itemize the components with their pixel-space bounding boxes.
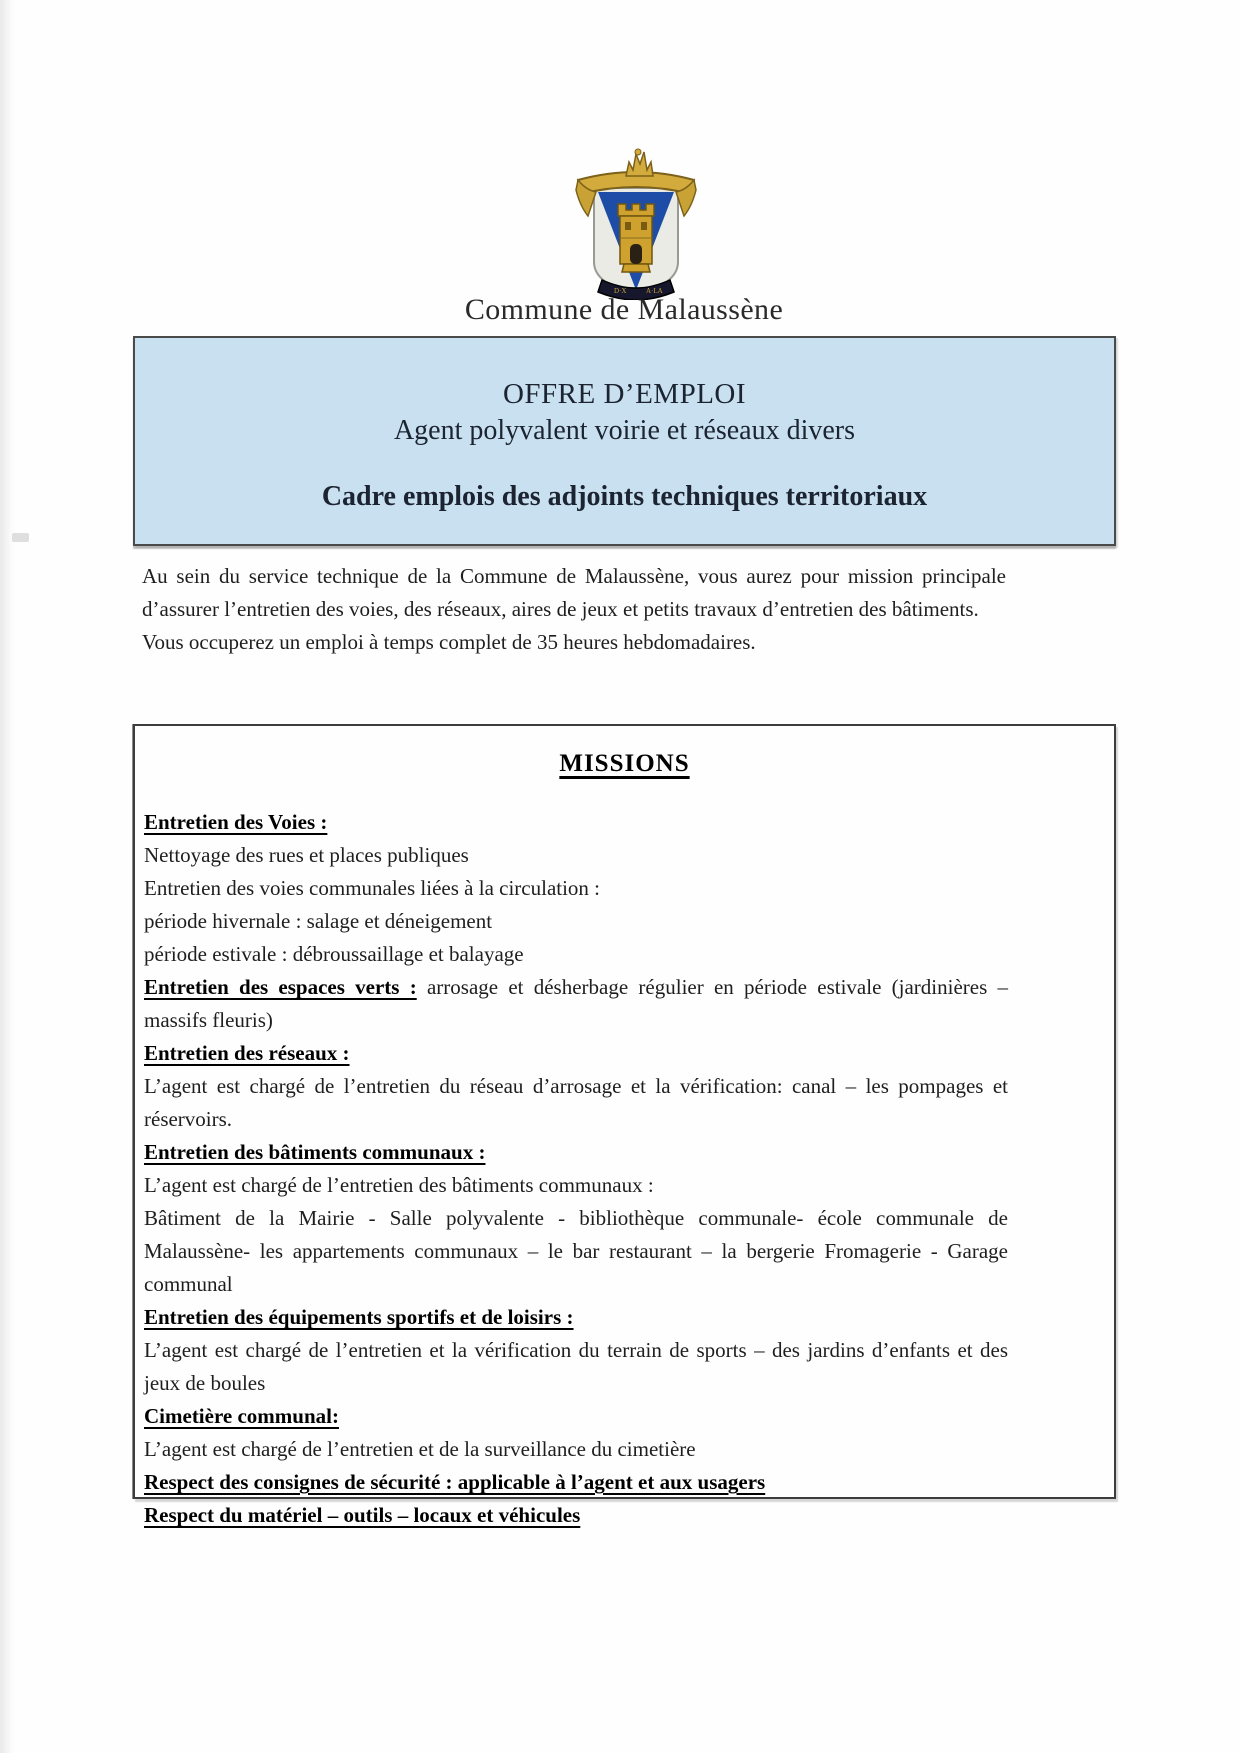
mission-heading-equipements-sportifs: Entretien des équipements sportifs et de loisirs : bbox=[144, 1305, 574, 1329]
mission-line: Bâtiment de la Mairie - Salle polyvalente - bibliothèque communale- école communale de Malaussène- les appartements communaux – le bar restaurant – la bergerie Fromagerie - Garage communal bbox=[144, 1206, 1008, 1296]
intro-section bbox=[142, 560, 1006, 659]
mission-line: L’agent est chargé de l’entretien et de la surveillance du cimetière bbox=[144, 1437, 696, 1461]
mission-heading-reseaux: Entretien des réseaux : bbox=[144, 1041, 350, 1065]
mission-line: L’agent est chargé de l’entretien du réseau d’arrosage et la vérification: canal – les pompages et réservoirs. bbox=[144, 1074, 1008, 1131]
mission-line: L’agent est chargé de l’entretien des bâtiments communaux : bbox=[144, 1173, 654, 1197]
offer-subtitle-cadre: Cadre emplois des adjoints techniques territoriaux bbox=[321, 481, 928, 512]
mission-heading-batiments: Entretien des bâtiments communaux : bbox=[144, 1140, 486, 1164]
mission-line: Entretien des voies communales liées à la circulation : bbox=[144, 876, 601, 900]
intro-hours-line: Vous occuperez un emploi à temps complet de 35 heures hebdomadaires. bbox=[142, 630, 756, 654]
missions-box bbox=[133, 724, 1116, 1527]
mission-heading-cimetiere: Cimetière communal: bbox=[144, 1404, 339, 1428]
commune-title: Commune de Malaussène bbox=[464, 293, 784, 326]
scan-artifact-speck bbox=[12, 533, 29, 542]
svg-text:D·X: D·X bbox=[614, 287, 627, 295]
scan-edge-shadow bbox=[0, 0, 16, 1753]
mission-line: Nettoyage des rues et places publiques bbox=[144, 843, 469, 867]
svg-text:A·LA: A·LA bbox=[646, 287, 663, 295]
offer-title: OFFRE D’EMPLOI bbox=[502, 378, 747, 410]
missions-title: MISSIONS bbox=[559, 750, 690, 777]
commune-crest-icon bbox=[572, 146, 700, 300]
intro-paragraph: Au sein du service technique de la Commune de Malaussène, vous aurez pour mission principale d’assurer l’entretien des voies, des réseaux, aires de jeux et petits travaux d’entretien des bâtiments. bbox=[142, 564, 1006, 621]
mission-heading-voies: Entretien des Voies : bbox=[144, 810, 328, 834]
offer-subtitle-position: Agent polyvalent voirie et réseaux divers bbox=[393, 415, 856, 446]
missions-body bbox=[144, 806, 1008, 1532]
mission-heading-respect-consignes: Respect des consignes de sécurité : applicable à l’agent et aux usagers bbox=[144, 1470, 766, 1494]
mission-heading-espaces-verts: Entretien des espaces verts : arrosage et désherbage régulier en période estivale (jardinières – massifs fleuris) bbox=[144, 975, 1008, 1032]
mission-line: L’agent est chargé de l’entretien et la vérification du terrain de sports – des jardins d’enfants et des jeux de boules bbox=[144, 1338, 1008, 1395]
job-offer-header-box bbox=[133, 336, 1116, 546]
mission-line: période hivernale : salage et déneigement bbox=[144, 909, 493, 933]
mission-heading-respect-materiel: Respect du matériel – outils – locaux et véhicules bbox=[144, 1503, 581, 1527]
mission-line: période estivale : débroussaillage et balayage bbox=[144, 942, 524, 966]
